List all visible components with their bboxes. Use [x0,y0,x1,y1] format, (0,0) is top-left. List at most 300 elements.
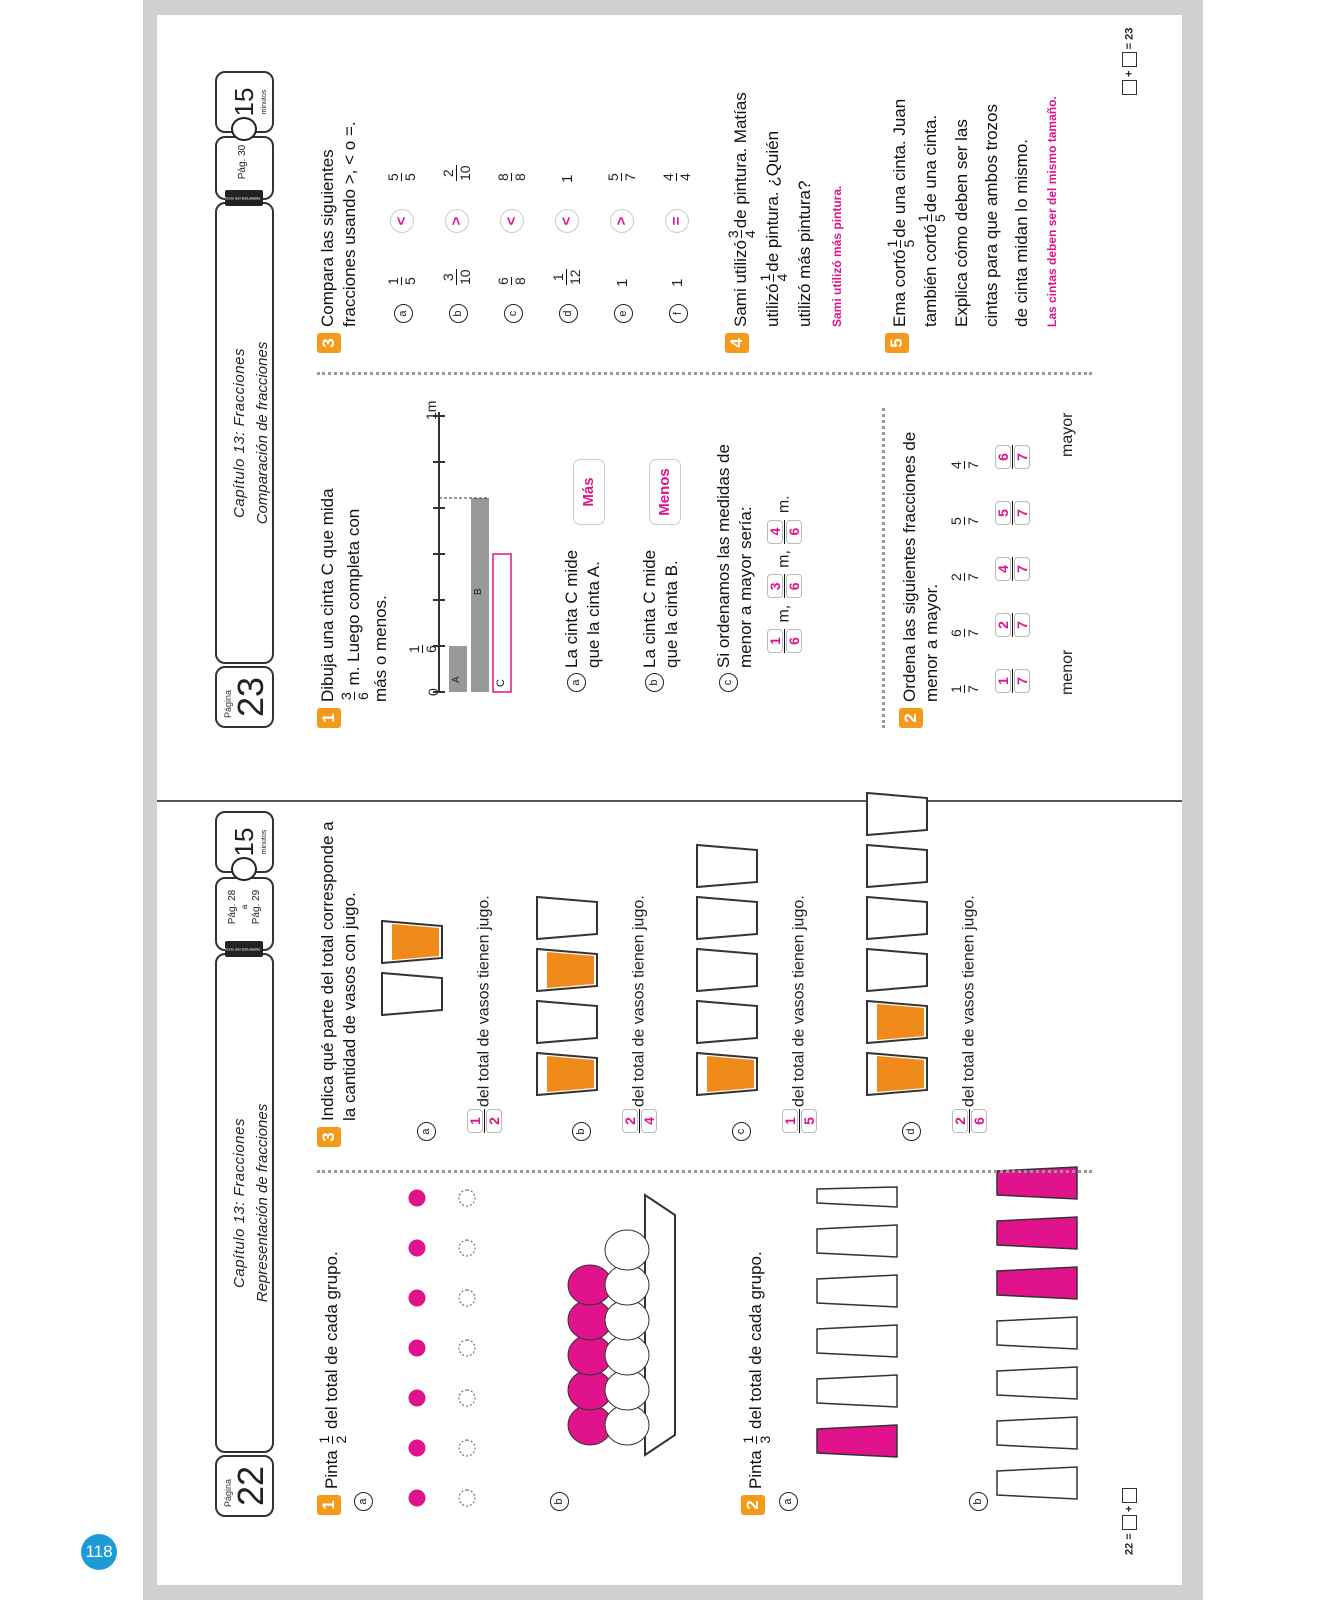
frac-den: 10 [457,165,473,181]
q3-cup-row-d [862,785,932,1105]
compare-right [661,171,692,183]
cup-with-juice [867,1053,927,1095]
compare-row-c [492,63,536,323]
q5-frac-2 [916,214,947,222]
answer-fraction-3[interactable] [995,527,1030,583]
frac-num-box: 1 [782,1109,798,1133]
q3-option-c: c [732,1122,751,1141]
q2-option-b: b [969,1492,988,1511]
q3-cup-row-c [692,785,762,1105]
q3-answer-suffix: del total de vasos tienen jugo. [960,895,978,1107]
q3-answer-fraction-d[interactable] [952,1109,987,1133]
r-q3-number-badge: 3 [317,333,341,353]
ref-page-1: Pág. 28 [227,889,238,925]
footer-blank-1[interactable] [1122,80,1137,95]
book-label: Texto del Estudiante [224,946,261,952]
chapter-subtitle: Comparación de fracciones [254,341,271,525]
frac-den: 8 [512,173,528,181]
compare-option-a: a [394,304,413,323]
r-q5-instruction [885,27,1067,327]
q3-answer-fraction-c[interactable] [782,1109,817,1133]
chapter-title: Capítulo 13: Fracciones [231,1118,248,1288]
frac-den-box: 6 [971,1109,987,1133]
frac-den: 7 [965,629,981,637]
frac-den: 5 [402,173,418,181]
q4-l3: utilizó más pintura? [795,180,815,327]
r-q1-answer-a[interactable]: Más [573,459,605,525]
compare-sign-circle[interactable]: > [445,209,469,233]
empty-cup [382,973,442,1015]
egg-carton-tray [645,1195,675,1455]
q3-answer-fraction-b[interactable] [622,1109,657,1133]
cup-with-juice [867,1001,927,1043]
r-q1-option-c: c [719,673,738,692]
frac-bar [1012,445,1013,469]
r-q1-fraction [339,692,370,700]
frac-num: 5 [385,173,401,181]
compare-sign-circle[interactable]: < [390,209,414,233]
given-frac [949,685,980,693]
footer-plus: + [1123,1505,1136,1513]
empty-cup [697,1001,757,1043]
q5-l1b: de una cinta. Juan [890,98,909,238]
compare-left: 1 [669,278,686,287]
r-q1-line3: más o menos. [371,595,390,702]
frac-num: 1 [884,239,901,248]
left-fraction [386,277,417,285]
right-footer [1122,28,1137,95]
compare-option-e: e [614,304,633,323]
compare-sign-circle[interactable]: = [665,209,689,233]
frac-den: 7 [965,461,981,469]
scale-zero-label: 0 [425,688,441,696]
part-b-line1: La cinta C mide [640,549,659,668]
timer-minutes: 15 [229,827,259,857]
footer-right-text: = 23 [1123,27,1136,50]
frac-den: 5 [402,277,418,285]
compare-sign-circle[interactable]: > [610,209,634,233]
part-b-line2: que la cinta B. [662,560,681,668]
frac-den-box: 2 [486,1109,502,1133]
q3-cup-row-b [532,785,602,1105]
q3-answer-line-a [467,895,502,1135]
frac-bar [484,1109,485,1133]
frac-den: 5 [901,239,918,248]
frac-num: 5 [605,173,621,181]
frac-den-box: 5 [801,1109,817,1133]
compare-sign-circle[interactable]: < [500,209,524,233]
frac-den: 7 [965,685,981,693]
q4-l1b: de pintura. Matías [731,92,750,229]
frac-den-box: 7 [1014,445,1030,469]
r-q1-option-b: b [645,673,664,692]
cup-with-juice [537,1053,597,1095]
q3-instruction: Indica qué parte del total corresponde a la cantidad de vasos con jugo. [318,821,359,1121]
order-num-2: 3 [767,574,783,598]
frac-num: 1 [316,1435,332,1444]
answer-frac[interactable] [995,501,1030,525]
frac-num: 1 [550,273,566,282]
r-q4-number-badge: 4 [725,333,749,353]
ref-page: Pág. 30 [237,144,248,180]
r-q5-number-badge: 5 [885,333,909,353]
q1a-flower-grid[interactable] [395,1130,495,1510]
q3-answer-line-d [952,895,987,1135]
frac-den: 3 [757,1435,773,1444]
page-number-badge: 118 [81,1534,117,1570]
order-den-3: 6 [786,520,802,544]
frac-num-box: 1 [995,669,1011,693]
q5-l5: de cinta midan lo mismo. [1012,138,1032,327]
cup-with-juice [697,1053,757,1095]
q5-answer[interactable]: Las cintas deben ser del mismo tamaño. [1045,96,1060,327]
compare-right [441,163,472,183]
frac-den: 7 [965,573,981,581]
part-c-line2: menor a mayor sería: [736,506,755,668]
compare-row-b [437,63,481,323]
q3-answer-suffix: del total de vasos tienen jugo. [790,895,808,1107]
frac-bar [1012,613,1013,637]
q1-text-post: del total de cada grupo. [321,1251,341,1429]
r-q2-instruction: Ordena las siguientes fracciones de menor a mayor. [900,431,941,702]
order-frac-1[interactable] [767,629,802,653]
q3-option-b: b [572,1122,591,1141]
frac-num: 6 [495,277,511,285]
answer-frac[interactable] [995,445,1030,469]
right-fraction [661,173,692,181]
r-q2-answer-row [995,395,1030,695]
r-q3-line1: Compara las siguientes [318,149,337,327]
r-q1-number-badge: 1 [317,708,341,728]
flower-row-bottom [459,1190,475,1506]
given-fraction-4 [949,471,980,527]
empty-cup [697,897,757,939]
q2-text-post: del total de cada grupo. [745,1251,765,1429]
answer-frac[interactable] [995,669,1030,693]
frac-num: 4 [660,173,676,181]
footer-left-text: 22 = [1123,1533,1136,1555]
answer-fraction-4[interactable] [995,471,1030,527]
frac-den-box: 4 [641,1109,657,1133]
q3-answer-suffix: del total de vasos tienen jugo. [475,895,493,1107]
frac-num-box: 5 [995,501,1011,525]
frac-num-box: 2 [995,613,1011,637]
left-chapter-box [215,953,274,1453]
answer-frac[interactable] [995,613,1030,637]
given-frac [949,517,980,525]
r-q1-part-a [561,548,605,668]
left-page-box [215,1455,274,1517]
empty-cup [867,793,927,835]
frac-num: 1 [915,214,932,222]
compare-right [606,171,637,183]
q3-answer-line-c [782,895,817,1135]
order-frac-3[interactable] [767,520,802,544]
compare-row-a [382,63,426,323]
frac-num-box: 2 [952,1109,968,1133]
unit-end: m. [775,495,793,514]
crayon-group-b [997,1167,1077,1499]
answer-fraction-1[interactable] [995,639,1030,695]
given-frac [949,629,980,637]
r-q1-instruction [317,402,392,702]
r-q1-tape-diagram [419,402,539,702]
frac-den: 4 [677,173,693,181]
q5-l2a: también cortó [921,224,941,327]
r-q1-line1: Dibuja una cinta C que mida [318,488,337,702]
compare-option-c: c [504,304,523,323]
left-fraction [551,269,582,285]
right-page-box [215,666,274,728]
rotated-spread [157,15,1182,1585]
r-q4-instruction [725,27,853,327]
q5-frac-1 [885,240,916,248]
q3-cup-row-a [377,705,447,1025]
page-fold [157,800,1182,802]
frac-den: 7 [622,173,638,181]
compare-row-d [547,63,591,323]
r-q3-line2: fracciones usando >, < o =. [340,121,359,327]
chapter-subtitle: Representación de fracciones [254,1103,271,1303]
frac-den-box: 7 [1014,557,1030,581]
pagina-label: Página [223,689,233,718]
order-num-1: 1 [767,629,783,653]
q4-answer[interactable]: Sami utilizó más pintura. [830,185,845,327]
frac-num-box: 6 [995,445,1011,469]
frac-num: 8 [495,173,511,181]
frac-num: 3 [338,692,354,700]
footer-plus: + [1123,70,1136,77]
footer-blank-2[interactable] [1122,1488,1137,1503]
cup-with-juice [537,949,597,991]
frac-num: 1 [385,277,401,285]
compare-right [386,171,417,183]
q5-l3: Explica cómo deben ser las [952,119,972,327]
unit-2: m, [775,550,793,568]
footer-blank-2[interactable] [1122,52,1137,67]
q2-number-badge: 2 [741,1495,765,1515]
q3-answer-line-b [622,895,657,1135]
frac-bar [969,1109,970,1133]
q4-frac-1 [726,230,757,238]
empty-cup [697,845,757,887]
answer-fraction-2[interactable] [995,583,1030,639]
right-fraction [606,173,637,181]
timer-unit: minutos [261,89,268,115]
empty-cup [867,845,927,887]
ref-a: a [240,904,249,910]
q5-l4: cintas para que ambos trozos [982,103,1002,327]
q3-option-a: a [417,1122,436,1141]
r-q3-instruction [317,67,361,327]
frac-num: 2 [948,573,964,581]
part-a-line1: La cinta C mide [562,549,581,668]
order-frac-2[interactable] [767,574,802,598]
book-icon [225,941,263,957]
q2-instruction [741,1189,772,1489]
r-q2-mayor-label: mayor [1059,412,1076,457]
frac-den-box: 7 [1014,501,1030,525]
frac-den: 4 [742,230,759,239]
r-q1-part-b [639,548,683,668]
compare-option-f: f [669,304,688,323]
frac-bar [784,629,785,653]
flower-row-top [409,1190,425,1506]
unit-1: m, [775,604,793,623]
q4-l2b: de pintura. ¿Quién [763,130,783,272]
given-fraction-3 [949,527,980,583]
middle-vertical-divider [317,372,1092,375]
frac-den: 5 [932,214,949,222]
frac-bar [784,574,785,598]
left-fraction [496,277,527,285]
cup-with-juice [382,921,442,963]
right-book-ref-box [215,136,274,200]
order-den-1: 6 [786,629,802,653]
frac-num: 5 [948,517,964,525]
q2b-crayons[interactable] [977,1145,1097,1505]
part-c-line1: Si ordenamos las medidas de [714,444,733,668]
q4-l1a: Sami utilizó [731,240,750,327]
q2-text-pre: Pinta [745,1450,765,1489]
r-q1-line2: m. Luego completa con [343,508,363,686]
compare-left [496,275,527,287]
chapter-title: Capítulo 13: Fracciones [231,348,248,518]
empty-cup [537,897,597,939]
left-book-ref-box [215,877,274,951]
q1-number-badge: 1 [317,1495,341,1515]
frac-den: 10 [457,269,473,285]
right-timer-box [215,71,274,133]
q4-l2a: utilizó [763,283,783,327]
frac-den: 6 [423,645,439,653]
frac-num: 1 [757,273,774,282]
frac-den-box: 7 [1014,613,1030,637]
frac-num: 6 [948,629,964,637]
given-fraction-5 [949,415,980,471]
empty-cup [867,949,927,991]
frac-num: 3 [725,230,742,239]
compare-option-b: b [449,304,468,323]
frac-den-box: 7 [1014,669,1030,693]
q3-answer-suffix: del total de vasos tienen jugo. [630,895,648,1107]
order-num-3: 4 [767,520,783,544]
r-q1-part-c [713,368,757,668]
frac-num-box: 1 [467,1109,483,1133]
timer-unit: minutos [261,829,268,855]
r-q2-menor-label: menor [1059,649,1076,695]
q1-option-b: b [550,1492,569,1511]
compare-row-e [602,63,646,323]
q3-answer-fraction-a[interactable] [467,1109,502,1133]
footer-blank-1[interactable] [1122,1515,1137,1530]
compare-option-d: d [559,304,578,323]
compare-row-f [657,63,701,323]
right-chapter-box [215,202,274,664]
scale-sixth-label [407,645,438,653]
empty-cup [537,1001,597,1043]
given-fraction-1 [949,639,980,695]
tape-b-label: B [473,588,484,595]
timer-minutes: 15 [229,87,259,117]
given-fraction-2 [949,583,980,639]
right-q1-q2-divider [882,408,885,728]
q2-fraction [741,1436,772,1444]
order-den-2: 6 [786,574,802,598]
tape-c-label: C [495,679,507,687]
q2a-crayons[interactable] [797,1185,917,1465]
r-q1-order-row [767,495,802,655]
q3-number-badge: 3 [317,1127,341,1147]
part-a-line2: que la cinta A. [584,561,603,668]
pagina-number: 23 [230,676,271,718]
frac-num: 1 [406,645,422,653]
compare-right: 1 [559,174,576,183]
r-q1-option-a: a [567,673,586,692]
frac-den: 7 [965,517,981,525]
left-fraction [441,269,472,285]
frac-den: 6 [355,692,371,700]
empty-cup [867,897,927,939]
compare-left [386,275,417,287]
frac-num: 2 [440,169,456,178]
r-q2-given-row [949,395,980,695]
book-label: Texto del Estudiante [224,195,261,201]
q1-option-a: a [354,1492,373,1511]
tape-c [493,554,511,692]
answer-frac[interactable] [995,557,1030,581]
compare-right [496,171,527,183]
q1b-egg-carton[interactable] [535,1175,695,1475]
scale-end-label: 1m [423,400,439,420]
q3-option-d: d [902,1122,921,1141]
frac-num: 1 [948,685,964,693]
pagina-number: 22 [230,1465,271,1507]
frac-num: 1 [740,1435,756,1444]
left-vertical-divider [317,1170,1092,1173]
pagina-label: Página [223,1478,233,1507]
given-frac [949,573,980,581]
frac-den: 4 [774,273,791,282]
given-frac [949,461,980,469]
frac-num-box: 4 [995,557,1011,581]
book-icon [225,190,263,206]
right-fraction [386,173,417,181]
tape-a [449,646,467,692]
right-fraction [441,165,472,181]
ref-page-2: Pág. 29 [251,889,262,925]
empty-cup [697,949,757,991]
frac-bar [1012,669,1013,693]
tape-b [471,498,489,692]
left-footer [1122,1488,1137,1555]
answer-fraction-5[interactable] [995,415,1030,471]
compare-left [441,267,472,287]
q1-instruction [317,1189,348,1489]
frac-num: 4 [948,461,964,469]
frac-bar [639,1109,640,1133]
frac-num-box: 2 [622,1109,638,1133]
compare-sign-circle[interactable]: < [555,209,579,233]
frac-den: 12 [567,269,583,285]
q2-option-a: a [779,1492,798,1511]
left-timer-box [215,811,274,873]
frac-bar [799,1109,800,1133]
q5-l1a: Ema cortó [890,249,909,327]
q4-frac-2 [758,274,789,282]
r-q1-answer-b[interactable]: Menos [649,459,681,525]
egg-row-bottom [605,1230,649,1445]
